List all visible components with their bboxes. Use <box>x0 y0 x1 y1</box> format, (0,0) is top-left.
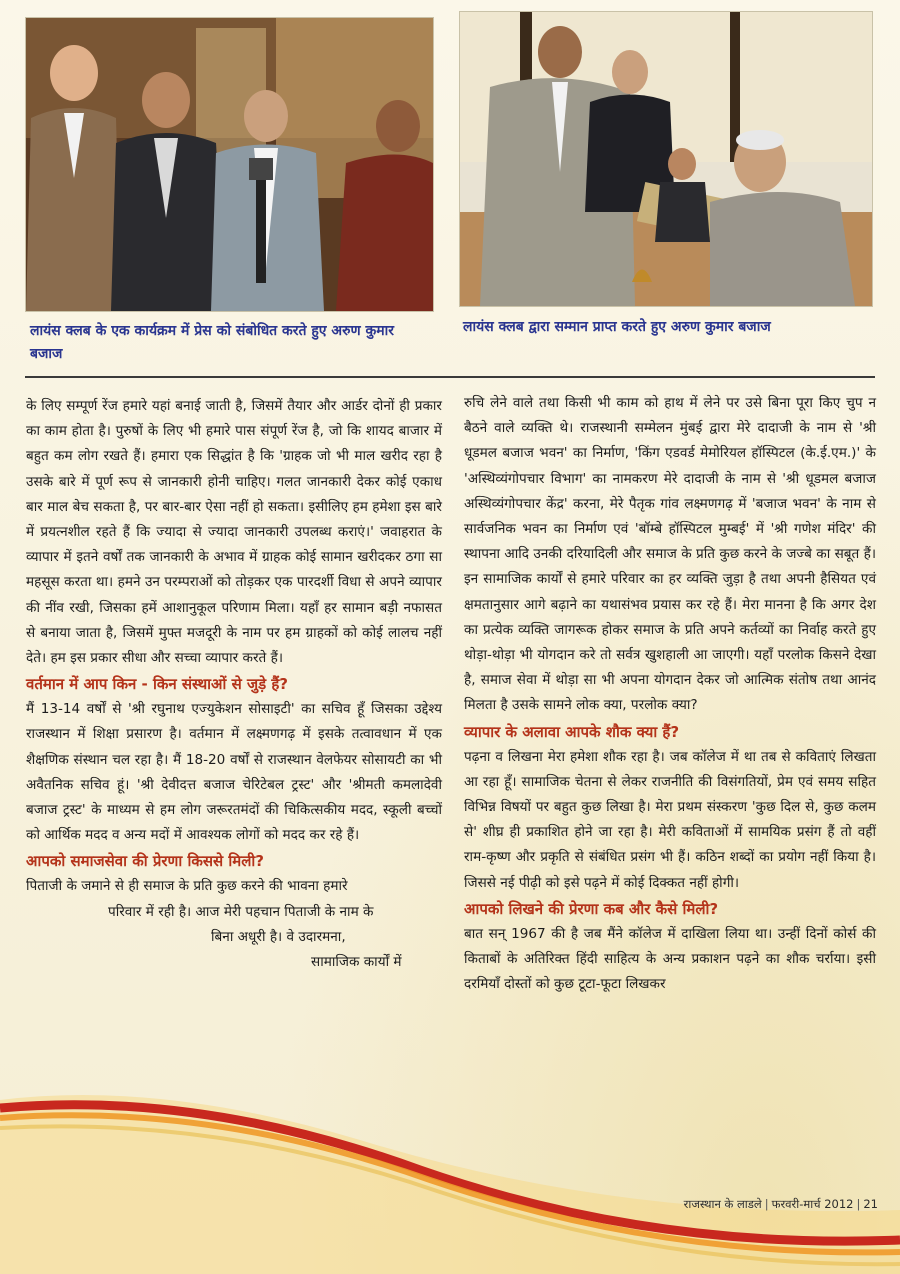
caption-press-event: लायंस क्लब के एक कार्यक्रम में प्रेस को संबोधित करते हुए अरुण कुमार बजाज <box>30 323 394 362</box>
right-paragraph-1: रुचि लेने वाले तथा किसी भी काम को हाथ में लेने पर उसे बिना पूरा किए चुप न बैठने वाले व्यक्ति थे। राजस्थानी सम्मेलन मुंबई द्वारा मेरे दादाजी के नाम से 'श्री धूडमल बजाज भवन' का निर्माण, 'किंग एडवर्ड मेमोरियल हॉस्पिटल (के.ई.एम.)' के 'अस्थिव्यंगोपचार विभाग' का नामकरण मेरे दादाजी के नाम से 'श्री धूडमल बजाज अस्थिव्यंगोपचार केंद्र' करना, मेरे पैतृक गांव लक्ष्मणगढ़ में 'बजाज भवन' के नाम से सार्वजनिक भवन का निर्माण एवं 'बॉम्बे हॉस्पिटल मुम्बई' में 'श्री गणेश मंदिर' की स्थापना आदि उनकी दरियादिली और समाज के प्रति कुछ करने के जज्बे का सबूत हैं। इन सामाजिक कार्यों से हमारे परिवार का हर व्यक्ति जुड़ा है तथा अपनी हैसियत एवं क्षमतानुसार आगे बढ़ाने का यथासंभव प्रयास कर रहे हैं। मेरा मानना है कि अगर देश का प्रत्येक व्यक्ति जागरूक होकर समाज के प्रति अपने कर्तव्यों का निर्वाह करते हुए थोड़ा-थोड़ा भी योगदान करे तो सर्वत्र खुशहाली आ जाएगी। यहाँ परलोक किसने देखा है, समाज सेवा में थोड़ा सा भी अपना योगदान देकर जो आत्मिक संतोष तथा आनंद मिलता है उसके सामने लोक क्या, परलोक क्या? <box>464 395 877 714</box>
question-institutions: वर्तमान में आप किन - किन संस्थाओं से जुड़े हैं? <box>26 675 289 694</box>
page-footer <box>684 1197 878 1212</box>
swoosh-graphic <box>0 1080 900 1274</box>
answer-writing-inspiration: बात सन् 1967 की है जब मैंने कॉलेज में दाखिला लिया था। उन्हीं दिनों कोर्स की किताबों के अतिरिक्त हिंदी साहित्य के अन्य प्रकाशन पढ़ने का शौक चर्राया। इसी दरमियाँ दोस्तों को कुछ टूटा-फूटा लिखकर <box>464 925 876 993</box>
question-inspiration-social-service: आपको समाजसेवा की प्रेरणा किससे मिली? <box>26 852 264 871</box>
answer-inspiration-line-1: पिताजी के जमाने से ही समाज के प्रति कुछ करने की भावना हमारे <box>26 878 348 895</box>
section-divider <box>25 376 875 378</box>
answer-inspiration-line-2: परिवार में रही है। आज मेरी पहचान पिताजी के नाम के <box>108 903 374 920</box>
photo-award-ceremony-illustration <box>460 12 872 306</box>
photo-press-event-illustration <box>26 18 433 311</box>
question-hobbies: व्यापार के अलावा आपके शौक क्या हैं? <box>464 722 680 741</box>
left-paragraph-1: के लिए सम्पूर्ण रेंज हमारे यहां बनाई जाती है, जिसमें तैयार और आर्डर दोनों ही प्रकार का काम होता है। पुरुषों के लिए भी हमारे पास संपूर्ण रेंज है, जो कि शायद बाजार में बहुत कम लोग रखते हैं। हमारा एक सिद्धांत है कि 'ग्राहक जो भी माल खरीद रहा है उसके बारे में पूर्ण रूप से जानकारी होनी चाहिए। गलत जानकारी देकर कोई एकाध बार माल बेच सकता है, पर बार-बार ऐसा नहीं हो सकता। इसीलिए हम हमेशा इस बारे में प्रयत्नशील रहते हैं कि ज्यादा से ज्यादा जानकारी उपलब्ध कराएं।' जवाहरात के व्यापार में इतने वर्षों तक जानकारी के अभाव में ग्राहक कोई सामान खरीदकर ठगा सा महसूस करता था। हमने उन परम्पराओं को तोड़कर एक पारदर्शी विधा से अपने व्यापार की नींव रखी, जिसका हमें आशानुकूल परिणाम मिला। यहाँ हर सामान बड़ी नफासत से बनाया जाता है, जिसमें मुफ्त मजदूरी के नाम पर हम ग्राहकों को कोई लालच नहीं देते। हम इस प्रकार सीधा और सच्चा व्यापार करते हैं। <box>26 398 442 667</box>
right-column <box>464 391 876 997</box>
answer-inspiration-line-3: बिना अधूरी है। वे उदारमना, <box>211 928 346 945</box>
footer-separator: | <box>856 1197 861 1211</box>
photo-award-ceremony <box>459 11 873 307</box>
photo-press-event <box>25 17 434 312</box>
footer-issue: फरवरी-मार्च 2012 <box>771 1197 854 1211</box>
question-writing-inspiration: आपको लिखने की प्रेरणा कब और कैसे मिली? <box>464 899 719 918</box>
answer-inspiration-line-4: सामाजिक कार्यों में <box>311 954 402 971</box>
footer-magazine-name: राजस्थान के लाडले <box>683 1197 762 1211</box>
answer-hobbies: पढ़ना व लिखना मेरा हमेशा शौक रहा है। जब कॉलेज में था तब से कविताएं लिखता आ रहा हूँ। सामाजिक चेतना से लेकर राजनीति की विसंगतियों, प्रेम एवं समय सहित विभिन्न विषयों पर बहुत कुछ लिखा है। मेरा प्रथम संस्करण 'कुछ दिल से, कुछ कलम से' शीघ्र ही प्रकाशित होने जा रहा है। मेरी कविताओं में सामयिक प्रसंग हैं तो वहीं राम-कृष्ण और प्रकृति से संबंधित प्रसंग भी हैं। कठिन शब्दों का प्रयोग नहीं किया है। जिससे नई पीढ़ी को इसे पढ़ने में कोई दिक्कत नहीं होगी। <box>464 748 876 891</box>
caption-award-ceremony: लायंस क्लब द्वारा सम्मान प्राप्त करते हुए अरुण कुमार बजाज <box>463 319 771 335</box>
footer-separator: | <box>764 1197 769 1211</box>
left-column <box>26 394 442 975</box>
footer-page-number: 21 <box>863 1197 878 1211</box>
decorative-swoosh <box>0 1080 900 1274</box>
answer-institutions: मैं 13-14 वर्षों से 'श्री रघुनाथ एज्युकेशन सोसाइटी' का सचिव हूँ जिसका उद्देश्य राजस्थान में शिक्षा प्रसारण है। वर्तमान में लक्ष्मणगढ़ में इसके तत्वावधान में एक शैक्षणिक संस्थान चल रहा है। मैं 18-20 वर्षों से राजस्थान वेलफेयर सोसायटी का भी अवैतनिक सचिव हूं। 'श्री देवीदत्त बजाज चेरिटेबल ट्रस्ट' और 'श्रीमती कमलादेवी बजाज ट्रस्ट' के माध्यम से हम लोग जरूरतमंदों की चिकित्सकीय मदद, स्कूली बच्चों को आर्थिक मदद व अन्य मदों में आवश्यक लोगों को मदद कर रहे हैं। <box>26 701 442 844</box>
